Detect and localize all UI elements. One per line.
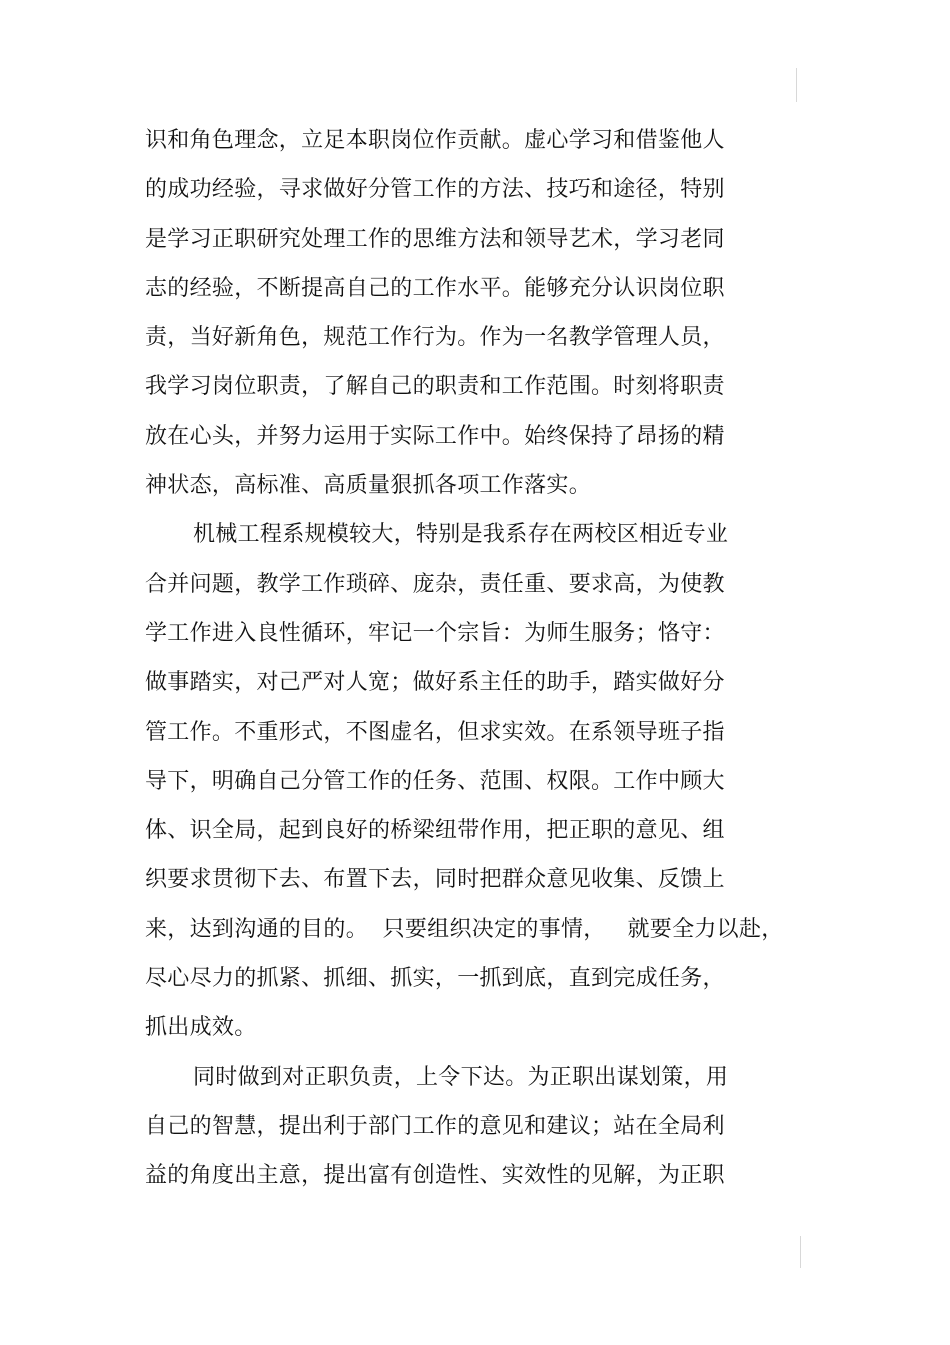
paragraph-2 [145, 516, 845, 1058]
text-line: 自己的智慧，提出利于部门工作的意见和建议；站在全局利 [145, 1113, 725, 1139]
paragraph-3 [145, 1059, 845, 1207]
text-line: 管工作。不重形式，不图虚名，但求实效。在系领导班子指 [145, 719, 725, 745]
text-line: 体、识全局，起到良好的桥梁纽带作用，把正职的意见、组 [145, 818, 725, 844]
text-line: 抓出成效。 [145, 1015, 257, 1041]
text-line: 我学习岗位职责，了解自己的职责和工作范围。时刻将职责 [145, 374, 725, 400]
text-line: 做事踏实，对己严对人宽；做好系主任的助手，踏实做好分 [145, 670, 725, 696]
text-line: 是学习正职研究处理工作的思维方法和领导艺术，学习老同 [145, 226, 725, 252]
text-line: 合并问题，教学工作琐碎、庞杂，责任重、要求高，为使教 [145, 571, 725, 597]
text-line: 织要求贯彻下去、布置下去，同时把群众意见收集、反馈上 [145, 867, 725, 893]
text-line: 的成功经验，寻求做好分管工作的方法、技巧和途径，特别 [145, 177, 725, 203]
text-line: 识和角色理念，立足本职岗位作贡献。虚心学习和借鉴他人 [145, 128, 725, 153]
text-line: 尽心尽力的抓紧、抓细、抓实，一抓到底，直到完成任务， [145, 966, 725, 992]
document-body [145, 122, 845, 1207]
text-line: 机械工程系规模较大，特别是我系存在两校区相近专业 [193, 522, 729, 548]
text-line: 放在心头，并努力运用于实际工作中。始终保持了昂扬的精 [145, 423, 725, 449]
paragraph-1 [145, 122, 845, 516]
text-line: 责，当好新角色，规范工作行为。作为一名教学管理人员， [145, 325, 725, 351]
text-line: 导下，明确自己分管工作的任务、范围、权限。工作中顾大 [145, 768, 725, 794]
page-margin-mark-bottom [800, 1236, 801, 1268]
text-line: 来，达到沟通的目的。 只要组织决定的事情， 就要全力以赴， [145, 916, 784, 942]
text-line: 同时做到对正职负责，上令下达。为正职出谋划策，用 [193, 1064, 729, 1090]
page-margin-mark-top [796, 68, 797, 102]
text-line: 学工作进入良性循环，牢记一个宗旨：为师生服务；恪守： [145, 620, 725, 646]
text-line: 神状态，高标准、高质量狠抓各项工作落实。 [145, 473, 592, 499]
text-line: 志的经验，不断提高自己的工作水平。能够充分认识岗位职 [145, 275, 725, 301]
text-line: 益的角度出主意，提出富有创造性、实效性的见解，为正职 [145, 1163, 725, 1189]
